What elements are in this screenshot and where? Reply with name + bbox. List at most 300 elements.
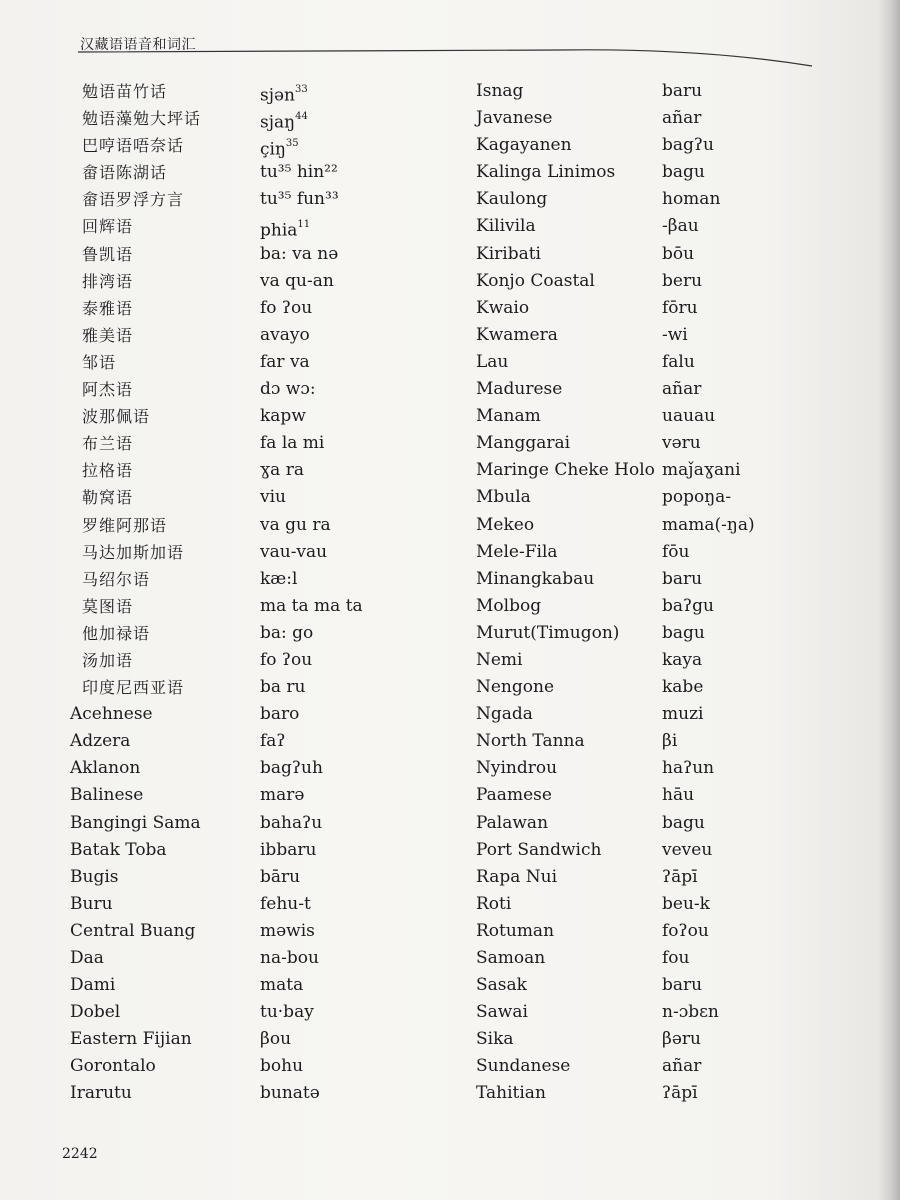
left-language-name [70,1026,260,1053]
language-label: Daa [70,948,104,968]
language-label: 泰雅语 [82,298,134,318]
language-label: Roti [476,893,512,914]
right-language-name [476,918,662,945]
form-text: ba: go [260,622,314,643]
right-word-form [662,972,862,999]
language-label: 布兰语 [82,434,134,454]
right-language-name [476,701,662,728]
form-text: bohu [260,1056,304,1077]
language-label: Kagayanen [476,135,572,156]
form-text: ɣa ra [260,460,304,481]
right-word-form [662,484,862,511]
language-label: 雅美语 [82,325,134,345]
right-word-form [662,241,862,268]
right-word-form [662,647,862,674]
right-word-form [662,1026,862,1053]
right-word-form [662,376,862,403]
language-label: Samoan [476,948,546,968]
right-language-name [476,837,662,864]
form-text: añar [662,1056,702,1077]
right-language-name [476,566,662,593]
left-word-form [260,186,460,213]
left-language-name [70,728,260,755]
left-language-name [70,322,260,349]
right-language-name [476,891,662,918]
form-text: baro [260,704,300,725]
language-label: Kwamera [476,324,558,345]
form-text: vau-vau [260,541,328,562]
language-label: Dobel [70,1002,121,1023]
language-label: Mbula [476,487,531,508]
left-language-name [70,945,260,972]
form-text: popoŋa- [662,487,732,508]
left-word-form [260,105,460,132]
right-language-name [476,512,662,539]
language-label: 排湾语 [82,271,134,291]
right-language-name [476,864,662,891]
left-word-form [260,620,460,647]
form-text: baru [662,568,703,589]
form-text: fōu [662,541,690,562]
tone-number: 35 [285,138,299,150]
language-label: 印度尼西亚语 [82,678,185,698]
form-text: hāu [662,785,695,806]
form-text: kapw [260,406,306,427]
language-label: Konjo Coastal [476,270,595,291]
left-form-column [260,78,460,1108]
left-word-form [260,349,460,376]
language-label: Palawan [476,812,549,833]
language-label: 巴哼语唔奈话 [82,136,185,156]
language-label: 罗维阿那语 [82,515,168,535]
left-language-name [70,674,260,701]
language-label: Buru [70,893,113,914]
left-language-name [70,647,260,674]
language-label: 汤加语 [82,650,134,670]
form-text: viu [260,487,286,508]
left-word-form [260,1080,460,1107]
left-language-name [70,295,260,322]
left-language-name [70,539,260,566]
left-language-name [70,484,260,511]
language-label: Sundanese [476,1056,571,1077]
right-word-form [662,674,862,701]
form-text: bahaʔu [260,812,323,833]
form-text: -wi [662,324,688,345]
right-language-name [476,1026,662,1053]
left-word-form [260,539,460,566]
language-label: 马达加斯加语 [82,542,185,562]
right-language-name [476,403,662,430]
right-word-form [662,78,862,105]
left-language-name [70,268,260,295]
language-label: Irarutu [70,1083,132,1104]
right-word-form [662,755,862,782]
language-label: Rapa Nui [476,866,558,887]
right-word-form [662,593,862,620]
language-label: Manggarai [476,433,571,454]
left-language-name [70,1080,260,1107]
form-text: βou [260,1029,292,1050]
left-word-form [260,241,460,268]
form-text: fo ʔou [260,649,313,670]
right-word-form [662,349,862,376]
left-word-form [260,159,460,186]
right-language-name [476,810,662,837]
left-language-name [70,78,260,105]
right-language-name [476,674,662,701]
tone-number: 11 [297,219,311,231]
left-language-name [70,864,260,891]
form-text: bōu [662,243,695,264]
left-language-name [70,810,260,837]
right-word-form [662,701,862,728]
right-word-form [662,1053,862,1080]
form-text: kaya [662,649,703,670]
left-language-name [70,186,260,213]
form-text: bagu [662,622,705,643]
right-word-form [662,864,862,891]
right-language-name [476,322,662,349]
form-text: bunatə [260,1083,320,1104]
page-edge-shadow [878,0,900,1200]
right-form-column [662,78,862,1108]
form-text: kabe [662,677,704,698]
right-language-name [476,78,662,105]
language-label: Acehnese [70,704,153,725]
left-word-form [260,674,460,701]
form-text: ma ta ma ta [260,595,363,616]
language-label: Sawai [476,1002,528,1023]
left-language-name [70,213,260,240]
left-word-form [260,782,460,809]
form-text: phia [260,221,298,242]
language-label: Maringe Cheke Holo [476,460,655,481]
left-language-name [70,403,260,430]
language-label: 莫图语 [82,596,134,616]
left-word-form [260,566,460,593]
right-word-form [662,322,862,349]
right-word-form [662,430,862,457]
form-text: ʔāpī [662,866,698,887]
right-language-name [476,1080,662,1107]
left-word-form [260,1053,460,1080]
left-language-name [70,430,260,457]
form-text: bagʔuh [260,758,323,779]
left-word-form [260,999,460,1026]
right-language-name [476,430,662,457]
language-label: Mekeo [476,514,535,535]
left-word-form [260,972,460,999]
language-label: 回辉语 [82,217,134,237]
left-language-name [70,972,260,999]
right-word-form [662,268,862,295]
form-text: mama(-ŋa) [662,514,755,535]
language-label: Dami [70,975,116,996]
language-label: Kilivila [476,216,536,237]
form-text: tu³⁵ hin²² [260,162,338,183]
language-label: Nyindrou [476,758,558,779]
right-language-name [476,945,662,972]
language-label: Manam [476,406,541,427]
language-label: 他加禄语 [82,623,151,643]
language-label: Balinese [70,785,144,806]
form-text: βi [662,731,678,752]
form-text: uauau [662,406,716,427]
language-label: Paamese [476,785,552,806]
right-language-name [476,268,662,295]
left-word-form [260,891,460,918]
right-word-form [662,945,862,972]
language-label: Port Sandwich [476,839,602,860]
language-label: Ngada [476,704,533,725]
form-text: sjaŋ [260,112,296,133]
left-language-name [70,782,260,809]
language-label: 邹语 [82,352,117,372]
left-word-form [260,213,460,240]
language-label: 波那佩语 [82,407,151,427]
form-text: na-bou [260,948,319,968]
form-text: haʔun [662,758,715,779]
right-word-form [662,837,862,864]
right-language-name [476,647,662,674]
left-word-form [260,512,460,539]
left-language-name [70,105,260,132]
language-label: 拉格语 [82,461,134,481]
tone-number: 33 [295,84,308,95]
form-text: añar [662,108,702,129]
left-language-name [70,918,260,945]
right-language-name [476,728,662,755]
left-word-form [260,701,460,728]
left-word-form [260,864,460,891]
left-language-name [70,620,260,647]
language-label: Bangingi Sama [70,812,201,833]
form-text: beru [662,270,703,291]
left-language-name [70,837,260,864]
left-word-form [260,945,460,972]
left-word-form [260,78,460,105]
form-text: ba ru [260,677,306,698]
left-language-name [70,349,260,376]
right-word-form [662,512,862,539]
left-word-form [260,295,460,322]
left-word-form [260,1026,460,1053]
left-language-name [70,159,260,186]
language-label: 勉语苗竹话 [82,82,168,101]
right-language-name [476,539,662,566]
right-language-name [476,999,662,1026]
left-word-form [260,755,460,782]
language-label: Lau [476,351,509,372]
language-label: Sika [476,1029,514,1050]
left-language-name [70,457,260,484]
right-language-column [476,78,662,1108]
right-language-name [476,620,662,647]
language-label: Mele-Fila [476,541,558,562]
left-language-name [70,132,260,159]
left-language-name [70,755,260,782]
language-label: 阿杰语 [82,380,134,400]
form-text: baʔgu [662,595,714,616]
right-language-name [476,593,662,620]
language-label: Rotuman [476,920,555,941]
language-label: Gorontalo [70,1056,156,1077]
left-word-form [260,268,460,295]
right-word-form [662,782,862,809]
right-word-form [662,105,862,132]
right-word-form [662,999,862,1026]
language-label: Kwaio [476,297,530,318]
form-text: far va [260,351,310,372]
form-text: ibbaru [260,839,317,860]
right-language-name [476,755,662,782]
right-language-name [476,782,662,809]
form-text: çiŋ [260,139,286,160]
form-text: bagʔu [662,135,714,156]
language-label: Javanese [476,108,553,129]
right-word-form [662,891,862,918]
language-label: 畲语罗浮方言 [82,190,185,210]
right-language-name [476,186,662,213]
right-word-form [662,728,862,755]
language-label: Eastern Fijian [70,1029,192,1050]
language-label: 畲语陈湖话 [82,163,168,183]
language-label: Aklanon [70,758,141,779]
right-word-form [662,620,862,647]
language-label: Adzera [70,731,131,752]
language-label: North Tanna [476,731,585,752]
language-label: Murut(Timugon) [476,622,620,643]
running-header: 汉藏语语音和词汇 [80,37,196,53]
language-label: Nemi [476,649,523,670]
left-language-name [70,241,260,268]
right-language-name [476,457,662,484]
form-text: fo ʔou [260,297,313,318]
form-text: fa la mi [260,433,325,454]
form-text: va gu ra [260,514,331,535]
form-text: fehu-t [260,893,311,914]
language-label: Central Buang [70,920,196,941]
form-text: baru [662,81,703,101]
language-label: Batak Toba [70,839,167,860]
right-language-name [476,241,662,268]
language-label: 勉语藻勉大坪话 [82,109,202,129]
language-label: Minangkabau [476,568,595,589]
right-word-form [662,1080,862,1107]
right-language-name [476,376,662,403]
language-label: Isnag [476,81,524,101]
right-language-name [476,213,662,240]
form-text: baru [662,975,703,996]
form-text: foʔou [662,920,709,941]
left-word-form [260,810,460,837]
right-word-form [662,186,862,213]
left-language-name [70,1053,260,1080]
right-word-form [662,295,862,322]
left-language-name [70,593,260,620]
form-text: -βau [662,216,699,237]
language-label: Bugis [70,866,119,887]
form-text: vəru [662,433,701,454]
left-word-form [260,837,460,864]
left-word-form [260,132,460,159]
right-word-form [662,918,862,945]
left-language-name [70,512,260,539]
form-text: bagu [662,162,705,183]
form-text: sjən [260,85,296,106]
language-label: Kaulong [476,189,548,210]
left-word-form [260,484,460,511]
right-language-name [476,105,662,132]
right-word-form [662,539,862,566]
left-language-column [70,78,260,1108]
form-text: tu·bay [260,1002,314,1023]
right-language-name [476,159,662,186]
right-word-form [662,132,862,159]
page-number: 2242 [62,1146,98,1162]
language-label: Tahitian [476,1083,546,1104]
left-word-form [260,918,460,945]
form-text: veveu [662,839,713,860]
left-word-form [260,403,460,430]
form-text: βəru [662,1029,701,1050]
form-text: ba: va nə [260,243,339,264]
language-label: Kalinga Linimos [476,162,616,183]
form-text: beu-k [662,893,710,914]
language-label: 鲁凯语 [82,244,134,264]
form-text: n-ɔbɛn [662,1002,719,1023]
language-label: 马绍尔语 [82,569,151,589]
language-label: Madurese [476,379,563,400]
left-word-form [260,430,460,457]
right-language-name [476,132,662,159]
tone-number: 44 [295,111,308,123]
language-label: 勒窝语 [82,488,134,508]
form-text: mata [260,975,304,996]
right-language-name [476,349,662,376]
form-text: muzi [662,704,704,725]
language-label: Nengone [476,677,555,698]
left-word-form [260,322,460,349]
left-word-form [260,376,460,403]
form-text: homan [662,189,721,210]
left-language-name [70,376,260,403]
form-text: məwis [260,920,315,941]
form-text: maǰaɣani [662,460,741,481]
left-language-name [70,566,260,593]
right-word-form [662,810,862,837]
right-word-form [662,213,862,240]
form-text: falu [662,351,695,372]
left-language-name [70,891,260,918]
language-label: Molbog [476,595,542,616]
form-text: avayo [260,324,310,345]
form-text: va qu-an [260,270,334,291]
right-language-name [476,484,662,511]
left-word-form [260,593,460,620]
form-text: ʔāpī [662,1083,698,1104]
right-word-form [662,159,862,186]
language-label: Sasak [476,975,527,996]
right-word-form [662,566,862,593]
right-word-form [662,457,862,484]
form-text: bagu [662,812,705,833]
form-text: kæ:l [260,568,298,589]
right-language-name [476,1053,662,1080]
left-word-form [260,647,460,674]
right-language-name [476,972,662,999]
